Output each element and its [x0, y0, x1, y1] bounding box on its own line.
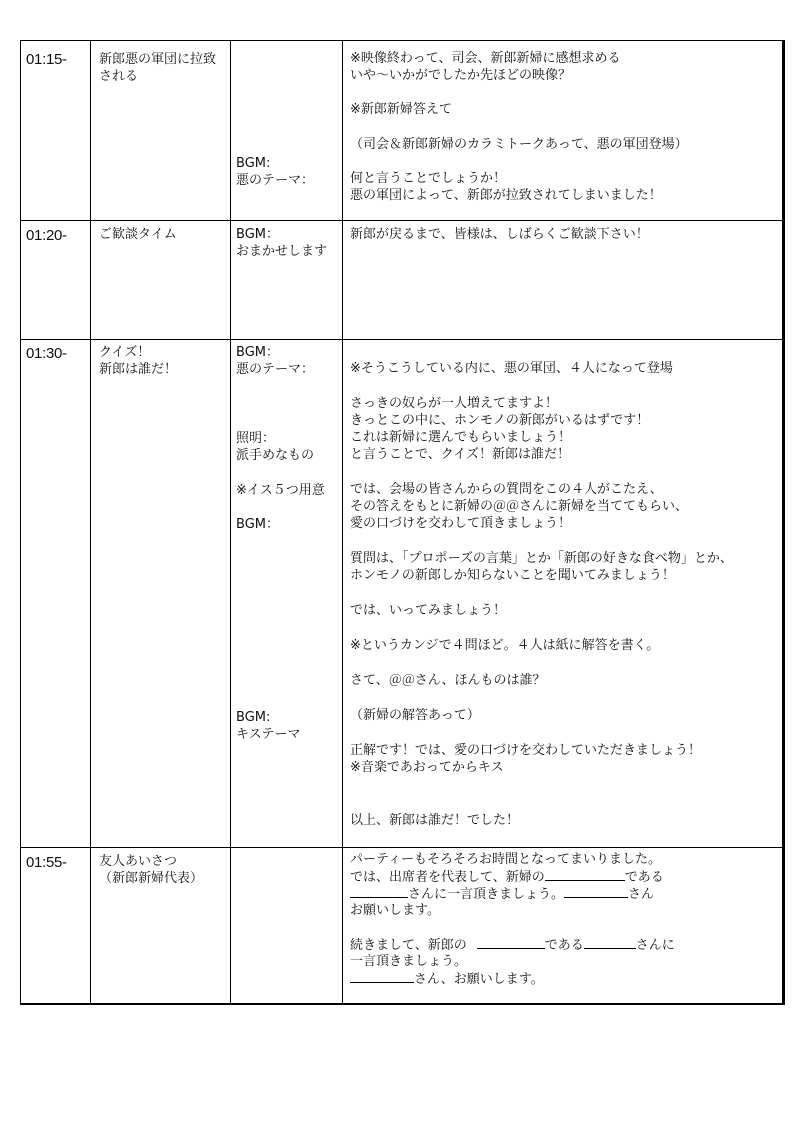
fill-in-blank: [584, 936, 636, 949]
column-divider-3: [342, 40, 343, 1005]
script-line: [350, 970, 544, 988]
script-text: 続きまして、新郎の: [350, 938, 467, 953]
script-line: 愛の口づけを交わして頂きましょう！: [350, 516, 572, 531]
script-text: さん、お願いします。: [414, 972, 544, 987]
script-line: [350, 868, 664, 886]
schedule-table: [20, 40, 784, 1005]
row-bgm-line: BGM:: [236, 156, 271, 171]
row-time: 01:30-: [26, 345, 67, 362]
script-text: では、出席者を代表して、新婦の: [350, 870, 545, 885]
script-line: では、いってみましょう！: [350, 603, 507, 618]
column-divider-1: [90, 40, 91, 1005]
column-divider-2: [230, 40, 231, 1005]
row-title-line: 新郎は誰だ！: [99, 362, 178, 377]
script-line: 一言頂きましょう。: [350, 954, 468, 969]
row-bgm-line: BGM：: [236, 227, 279, 242]
row-title-line: （新郎新婦代表）: [99, 871, 204, 886]
script-line: と言うことで、クイズ！新郎は誰だ！: [350, 447, 570, 462]
script-text: さんに: [635, 938, 675, 953]
script-line: ※音楽であおってからキス: [350, 760, 504, 775]
script-line: ※そうこうしている内に、悪の軍団、４人になって登場: [350, 361, 673, 376]
script-line: パーティーもそろそろお時間となってまいりました。: [350, 852, 661, 867]
fill-in-blank: [350, 970, 414, 983]
row-time: 01:20-: [26, 227, 67, 244]
row-time: 01:55-: [26, 854, 67, 871]
row-divider-1: [20, 220, 784, 221]
script-line: 新郎が戻るまで、皆様は、しばらくご歓談下さい！: [350, 227, 649, 242]
script-line: きっとこの中に、ホンモノの新郎がいるはずです！: [350, 413, 650, 428]
script-line: ※新郎新婦答えて: [350, 102, 452, 117]
script-line: [350, 885, 654, 903]
script-line: さっきの奴らが一人増えてますよ！: [350, 396, 559, 411]
script-line: 悪の軍団によって、新郎が拉致されてしまいました！: [350, 188, 662, 203]
script-line: では、会場の皆さんからの質問をこの４人がこたえ、: [350, 482, 663, 497]
script-line: いや〜いかがでしたか先ほどの映像？: [350, 68, 572, 83]
table-border-left: [20, 40, 21, 1005]
script-line: 正解です！では、愛の口づけを交わしていただきましょう！: [350, 743, 702, 758]
fill-in-blank: [564, 885, 628, 898]
row-divider-2: [20, 339, 784, 340]
row-bgm-line: おまかせします: [236, 244, 328, 259]
script-text: さんに一言頂きましょう。: [408, 887, 565, 902]
row-divider-3: [20, 847, 784, 848]
table-border-bottom: [20, 1003, 784, 1005]
row-title-line: クイズ！: [99, 345, 151, 360]
script-text: さん: [628, 887, 655, 902]
fill-in-blank: [350, 885, 408, 898]
script-line: （司会＆新郎新婦のカラミトークあって、悪の軍団登場）: [350, 137, 688, 152]
row-title-line: 友人あいさつ: [99, 854, 178, 869]
table-border-top: [20, 40, 784, 41]
table-border-right: [782, 40, 785, 1005]
row-bgm-line: ※イス５つ用意: [236, 483, 325, 498]
row-bgm-line: BGM：: [236, 517, 279, 532]
row-bgm-line: 派手めなもの: [236, 448, 315, 463]
row-bgm-line: キステーマ: [236, 727, 301, 742]
script-line: 以上、新郎は誰だ！でした！: [350, 813, 520, 828]
script-line: ※映像終わって、司会、新郎新婦に感想求める: [350, 51, 621, 66]
row-bgm-line: 悪のテーマ：: [236, 362, 315, 377]
row-title-line: 新郎悪の軍団に拉致: [99, 52, 217, 67]
row-bgm-line: BGM：: [236, 345, 279, 360]
script-line: 何と言うことでしょうか！: [350, 171, 507, 186]
script-text: である: [624, 870, 664, 885]
row-time: 01:15-: [26, 51, 67, 68]
fill-in-blank: [545, 868, 625, 881]
script-text: である: [544, 938, 584, 953]
row-bgm-line: 悪のテーマ：: [236, 173, 315, 188]
row-title-line: される: [99, 69, 139, 84]
row-title-line: ご歓談タイム: [99, 227, 177, 242]
script-line: [350, 936, 675, 954]
script-line: ホンモノの新郎しか知らないことを聞いてみましょう！: [350, 568, 675, 583]
script-line: さて、＠＠さん、ほんものは誰？: [350, 673, 546, 688]
script-line: （新婦の解答あって）: [350, 708, 480, 723]
script-line: ※というカンジで４問ほど。４人は紙に解答を書く。: [350, 638, 660, 653]
script-line: お願いします。: [350, 903, 440, 918]
script-line: その答えをもとに新婦の＠＠さんに新婦を当ててもらい、: [350, 499, 689, 514]
row-bgm-line: BGM:: [236, 710, 271, 725]
fill-in-blank: [477, 936, 545, 949]
script-line: これは新婦に選んでもらいましょう！: [350, 430, 572, 445]
row-bgm-line: 照明：: [236, 431, 276, 446]
script-line: 質問は、「プロポーズの言葉」とか「新郎の好きな食べ物」とか、: [350, 551, 733, 566]
